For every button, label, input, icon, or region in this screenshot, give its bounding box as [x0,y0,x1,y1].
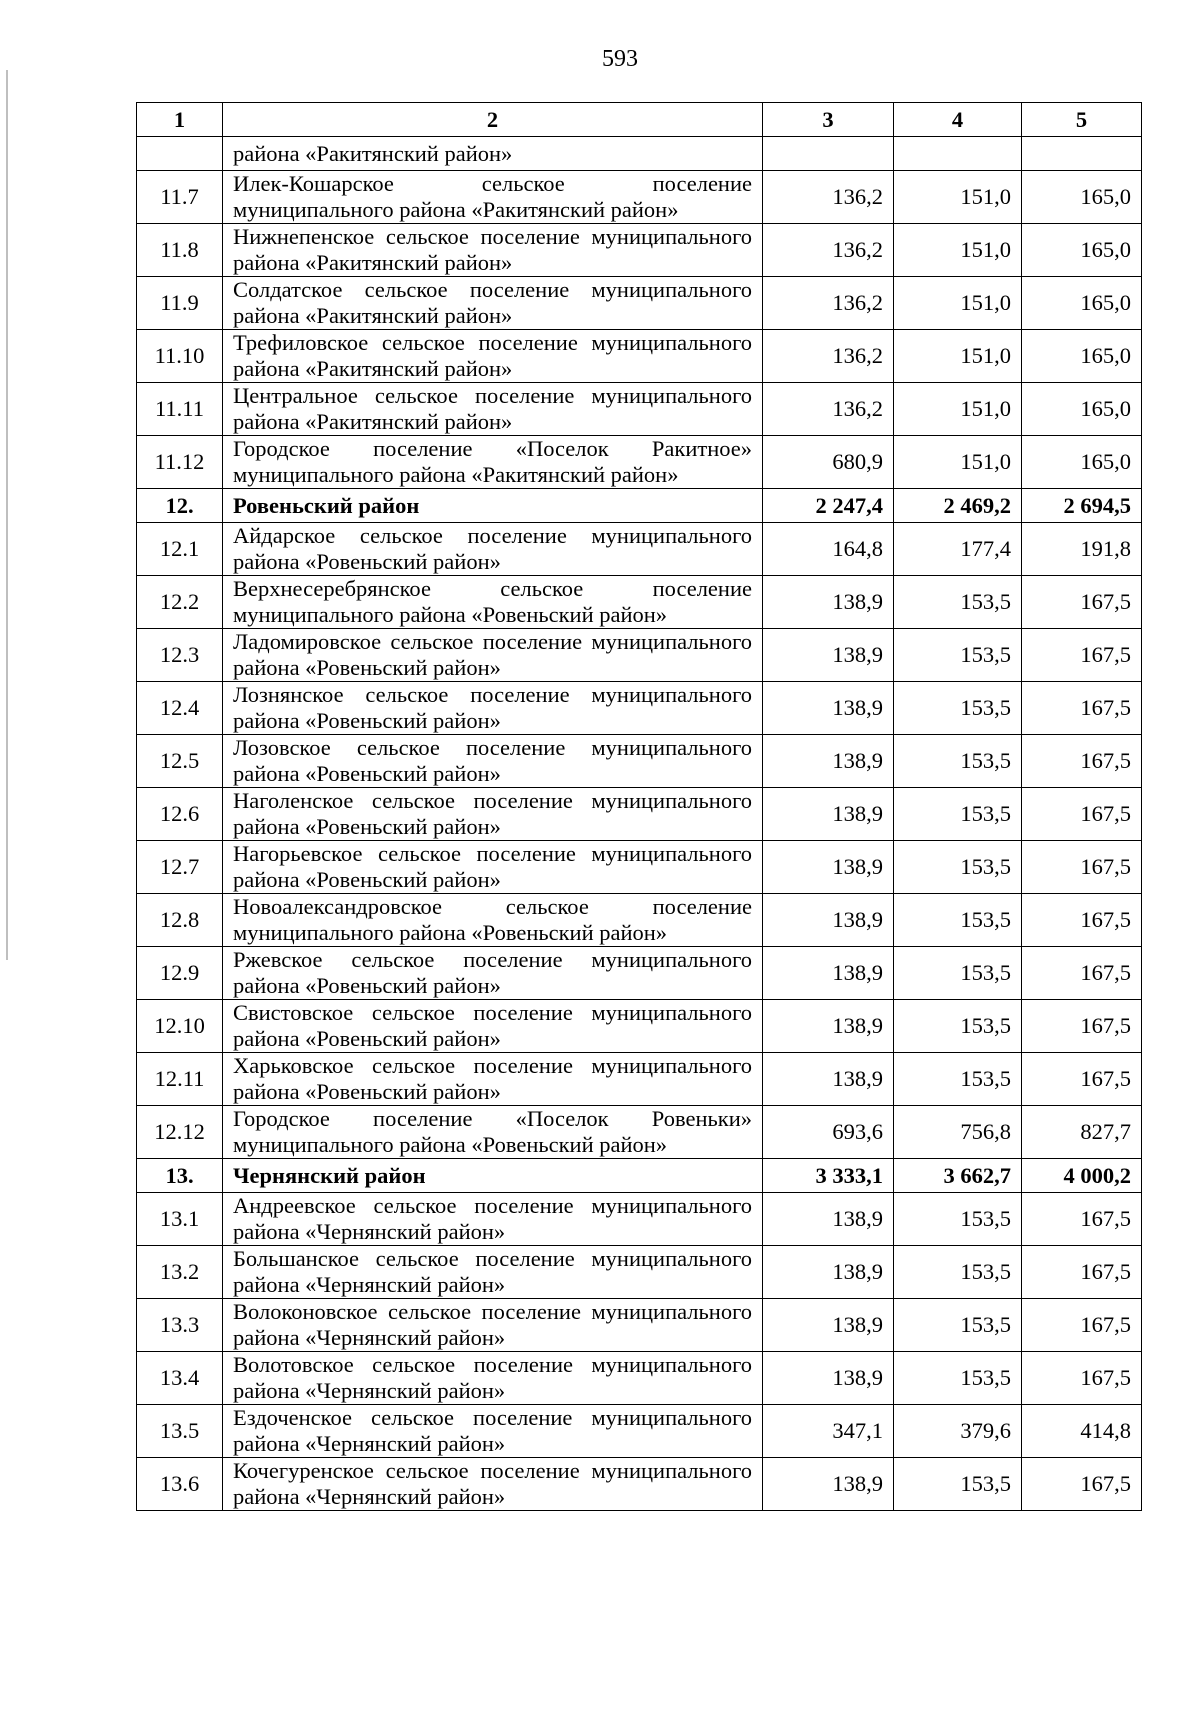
row-name-cell: Илек-Кошарское сельское поселение муниципального района «Ракитянский район» [223,171,763,224]
value-col-4-cell: 153,5 [894,841,1022,894]
table-row [137,894,1142,947]
row-name-cell: Верхнесеребрянское сельское поселение муниципального района «Ровеньский район» [223,576,763,629]
row-number-cell: 12.11 [137,1053,223,1106]
value-col-3-cell: 138,9 [763,1000,894,1053]
row-number-cell: 12.4 [137,682,223,735]
value-col-4-cell: 153,5 [894,1000,1022,1053]
row-number-cell: 13.1 [137,1193,223,1246]
value-col-5-cell: 167,5 [1022,1299,1142,1352]
row-name-cell: Ржевское сельское поселение муниципального района «Ровеньский район» [223,947,763,1000]
value-col-5-cell: 167,5 [1022,576,1142,629]
row-name-cell: Ровеньский район [223,489,763,523]
value-col-4-cell: 379,6 [894,1405,1022,1458]
value-col-5-cell: 167,5 [1022,1193,1142,1246]
row-number-cell: 12. [137,489,223,523]
value-col-3-cell: 347,1 [763,1405,894,1458]
value-col-4-cell: 153,5 [894,1352,1022,1405]
value-col-3-cell: 138,9 [763,1299,894,1352]
district-total-row [137,489,1142,523]
value-col-4-cell: 151,0 [894,171,1022,224]
value-col-5-cell: 827,7 [1022,1106,1142,1159]
table-row [137,1053,1142,1106]
value-col-5-cell: 167,5 [1022,894,1142,947]
value-col-3-cell: 138,9 [763,1246,894,1299]
row-number-cell: 13.5 [137,1405,223,1458]
value-col-5-cell: 167,5 [1022,947,1142,1000]
value-col-5-cell: 165,0 [1022,171,1142,224]
table-row [137,1299,1142,1352]
value-col-3-cell: 138,9 [763,894,894,947]
value-col-3-cell: 138,9 [763,947,894,1000]
value-col-5-cell: 167,5 [1022,1053,1142,1106]
value-col-4-cell: 153,5 [894,682,1022,735]
row-number-cell: 12.1 [137,523,223,576]
value-col-4-cell: 151,0 [894,277,1022,330]
value-col-3-cell: 3 333,1 [763,1159,894,1193]
value-col-3-cell: 138,9 [763,1458,894,1511]
row-name-cell: Чернянский район [223,1159,763,1193]
row-number-cell: 12.12 [137,1106,223,1159]
table-row [137,224,1142,277]
header-col-4: 4 [894,103,1022,137]
row-number-cell: 12.10 [137,1000,223,1053]
value-col-4-cell: 2 469,2 [894,489,1022,523]
row-name-cell: Центральное сельское поселение муниципального района «Ракитянский район» [223,383,763,436]
table-row [137,947,1142,1000]
value-col-5-cell: 167,5 [1022,682,1142,735]
value-col-5-cell: 167,5 [1022,1458,1142,1511]
table-row [137,277,1142,330]
row-number-cell: 11.8 [137,224,223,277]
row-number-cell: 12.8 [137,894,223,947]
row-number-cell: 11.10 [137,330,223,383]
row-number-cell: 11.7 [137,171,223,224]
value-col-5-cell: 167,5 [1022,788,1142,841]
header-col-2: 2 [223,103,763,137]
value-col-5-cell: 167,5 [1022,735,1142,788]
table-row [137,735,1142,788]
value-col-3-cell: 136,2 [763,224,894,277]
value-col-4-cell: 151,0 [894,330,1022,383]
row-name-cell: Андреевское сельское поселение муниципального района «Чернянский район» [223,1193,763,1246]
value-col-5-cell: 165,0 [1022,436,1142,489]
value-col-4-cell: 153,5 [894,576,1022,629]
value-col-4-cell: 756,8 [894,1106,1022,1159]
table-row [137,576,1142,629]
value-col-3-cell: 138,9 [763,629,894,682]
value-col-5-cell: 167,5 [1022,1352,1142,1405]
row-name-cell: Лозовское сельское поселение муниципального района «Ровеньский район» [223,735,763,788]
value-col-4-cell: 151,0 [894,383,1022,436]
row-name-cell: Нижнепенское сельское поселение муниципального района «Ракитянский район» [223,224,763,277]
value-col-5-cell: 165,0 [1022,330,1142,383]
continuation-row [137,137,1142,171]
row-name-cell: Трефиловское сельское поселение муниципального района «Ракитянский район» [223,330,763,383]
row-number-cell: 11.9 [137,277,223,330]
value-col-5-cell: 191,8 [1022,523,1142,576]
row-name-cell: Городское поселение «Поселок Ровеньки» муниципального района «Ровеньский район» [223,1106,763,1159]
value-col-3-cell: 680,9 [763,436,894,489]
table-row [137,436,1142,489]
row-name-cell: Кочегуренское сельское поселение муниципального района «Чернянский район» [223,1458,763,1511]
value-col-5-cell: 167,5 [1022,629,1142,682]
value-col-4-cell: 153,5 [894,1299,1022,1352]
table-row [137,1405,1142,1458]
value-col-4-cell: 151,0 [894,436,1022,489]
value-col-5-cell: 414,8 [1022,1405,1142,1458]
row-name-cell: Большанское сельское поселение муниципального района «Чернянский район» [223,1246,763,1299]
value-col-3-cell: 136,2 [763,330,894,383]
value-col-4-cell: 153,5 [894,1246,1022,1299]
row-number-cell: 11.12 [137,436,223,489]
table-row [137,682,1142,735]
value-col-4-cell: 3 662,7 [894,1159,1022,1193]
value-col-5-cell: 165,0 [1022,277,1142,330]
row-number-cell: 12.7 [137,841,223,894]
value-col-3-cell: 693,6 [763,1106,894,1159]
value-col-3-cell: 138,9 [763,841,894,894]
header-col-3: 3 [763,103,894,137]
value-col-4-cell: 153,5 [894,1458,1022,1511]
table-row [137,171,1142,224]
table-header-row [137,103,1142,137]
row-name-cell: Ладомировское сельское поселение муниципального района «Ровеньский район» [223,629,763,682]
value-col-5-cell: 165,0 [1022,383,1142,436]
value-col-5-cell: 2 694,5 [1022,489,1142,523]
value-col-3-cell: 138,9 [763,1352,894,1405]
row-number-cell: 11.11 [137,383,223,436]
row-name-cell: Нагорьевское сельское поселение муниципального района «Ровеньский район» [223,841,763,894]
row-name-cell: Волоконовское сельское поселение муниципального района «Чернянский район» [223,1299,763,1352]
row-name-cell: Наголенское сельское поселение муниципального района «Ровеньский район» [223,788,763,841]
value-col-4-cell: 153,5 [894,1193,1022,1246]
value-col-3-cell: 2 247,4 [763,489,894,523]
value-col-3-cell: 136,2 [763,383,894,436]
row-name-cell: Харьковское сельское поселение муниципального района «Ровеньский район» [223,1053,763,1106]
row-name-cell: Лознянское сельское поселение муниципального района «Ровеньский район» [223,682,763,735]
table-row [137,1000,1142,1053]
table-row [137,1458,1142,1511]
continuation-cell-3 [763,137,894,171]
row-name-cell: Новоалександровское сельское поселение муниципального района «Ровеньский район» [223,894,763,947]
value-col-3-cell: 136,2 [763,277,894,330]
row-name-cell: Городское поселение «Поселок Ракитное» муниципального района «Ракитянский район» [223,436,763,489]
header-col-5: 5 [1022,103,1142,137]
row-name-cell: Свистовское сельское поселение муниципального района «Ровеньский район» [223,1000,763,1053]
district-total-row [137,1159,1142,1193]
row-number-cell: 12.2 [137,576,223,629]
row-number-cell: 13.6 [137,1458,223,1511]
value-col-4-cell: 153,5 [894,1053,1022,1106]
value-col-3-cell: 136,2 [763,171,894,224]
value-col-4-cell: 153,5 [894,629,1022,682]
table-row [137,1246,1142,1299]
value-col-4-cell: 153,5 [894,894,1022,947]
row-number-cell: 12.3 [137,629,223,682]
value-col-4-cell: 151,0 [894,224,1022,277]
value-col-3-cell: 138,9 [763,576,894,629]
value-col-3-cell: 164,8 [763,523,894,576]
table-row [137,788,1142,841]
value-col-3-cell: 138,9 [763,682,894,735]
scan-edge-line [6,70,8,960]
row-name-cell: Айдарское сельское поселение муниципального района «Ровеньский район» [223,523,763,576]
value-col-4-cell: 153,5 [894,947,1022,1000]
value-col-5-cell: 167,5 [1022,1246,1142,1299]
row-name-cell: Ездоченское сельское поселение муниципального района «Чернянский район» [223,1405,763,1458]
value-col-4-cell: 153,5 [894,788,1022,841]
row-name-cell: Солдатское сельское поселение муниципального района «Ракитянский район» [223,277,763,330]
continuation-num-cell [137,137,223,171]
value-col-4-cell: 153,5 [894,735,1022,788]
budget-table [136,102,1142,1511]
table-row [137,383,1142,436]
row-number-cell: 12.5 [137,735,223,788]
page-number: 593 [602,46,638,72]
table-row [137,1106,1142,1159]
table-row [137,629,1142,682]
row-number-cell: 13.4 [137,1352,223,1405]
table-row [137,330,1142,383]
value-col-3-cell: 138,9 [763,735,894,788]
table-row [137,1193,1142,1246]
value-col-5-cell: 167,5 [1022,1000,1142,1053]
table-row [137,1352,1142,1405]
continuation-cell-4 [894,137,1022,171]
row-number-cell: 13.2 [137,1246,223,1299]
row-number-cell: 12.9 [137,947,223,1000]
value-col-3-cell: 138,9 [763,1053,894,1106]
row-number-cell: 13. [137,1159,223,1193]
table-row [137,841,1142,894]
continuation-name-cell: района «Ракитянский район» [223,137,763,171]
table-row [137,523,1142,576]
row-number-cell: 12.6 [137,788,223,841]
value-col-5-cell: 4 000,2 [1022,1159,1142,1193]
value-col-5-cell: 165,0 [1022,224,1142,277]
value-col-4-cell: 177,4 [894,523,1022,576]
value-col-3-cell: 138,9 [763,788,894,841]
continuation-cell-5 [1022,137,1142,171]
row-name-cell: Волотовское сельское поселение муниципального района «Чернянский район» [223,1352,763,1405]
value-col-5-cell: 167,5 [1022,841,1142,894]
row-number-cell: 13.3 [137,1299,223,1352]
header-col-1: 1 [137,103,223,137]
value-col-3-cell: 138,9 [763,1193,894,1246]
